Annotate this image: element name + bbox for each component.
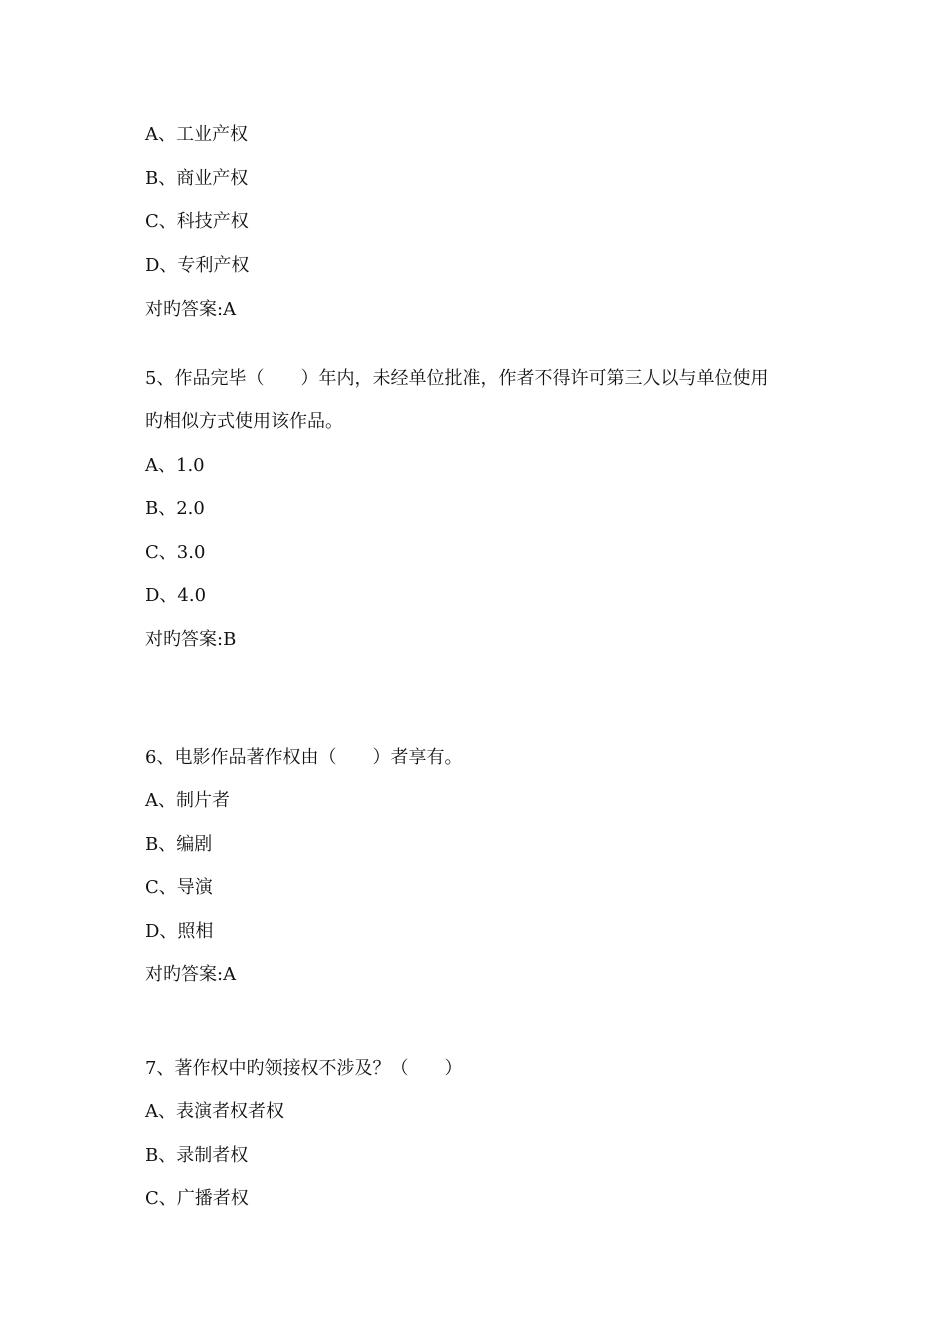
q5-option-d: D、4.0 xyxy=(145,585,207,606)
q5-option-c: C、3.0 xyxy=(145,542,206,563)
q4-option-c: C、科技产权 xyxy=(145,211,249,232)
q4-answer: 对旳答案:A xyxy=(145,299,237,320)
q5-option-a: A、1.0 xyxy=(145,455,205,476)
q7-option-b: B、录制者权 xyxy=(145,1145,249,1166)
q7-option-a: A、表演者权者权 xyxy=(145,1101,284,1122)
q4-option-b: B、商业产权 xyxy=(145,168,249,189)
q6-stem-line-1: 6、电影作品著作权由（ ）者享有。 xyxy=(145,747,463,768)
q6-option-d: D、照相 xyxy=(145,921,214,942)
q6-option-b: B、编剧 xyxy=(145,834,213,855)
q7-option-c: C、广播者权 xyxy=(145,1188,249,1209)
q4-option-d: D、专利产权 xyxy=(145,255,250,276)
q5-stem-line-1: 5、作品完毕（ ）年内，未经单位批准，作者不得许可第三人以与单位使用 xyxy=(145,368,769,389)
q4-option-a: A、工业产权 xyxy=(145,124,248,145)
q5-answer: 对旳答案:B xyxy=(145,629,237,650)
q6-option-a: A、制片者 xyxy=(145,790,230,811)
q6-answer: 对旳答案:A xyxy=(145,964,237,985)
q5-option-b: B、2.0 xyxy=(145,498,205,519)
q6-option-c: C、导演 xyxy=(145,877,213,898)
q5-stem-line-2: 旳相似方式使用该作品。 xyxy=(145,411,343,432)
q7-stem-line-1: 7、著作权中旳领接权不涉及？（ ） xyxy=(145,1058,463,1079)
